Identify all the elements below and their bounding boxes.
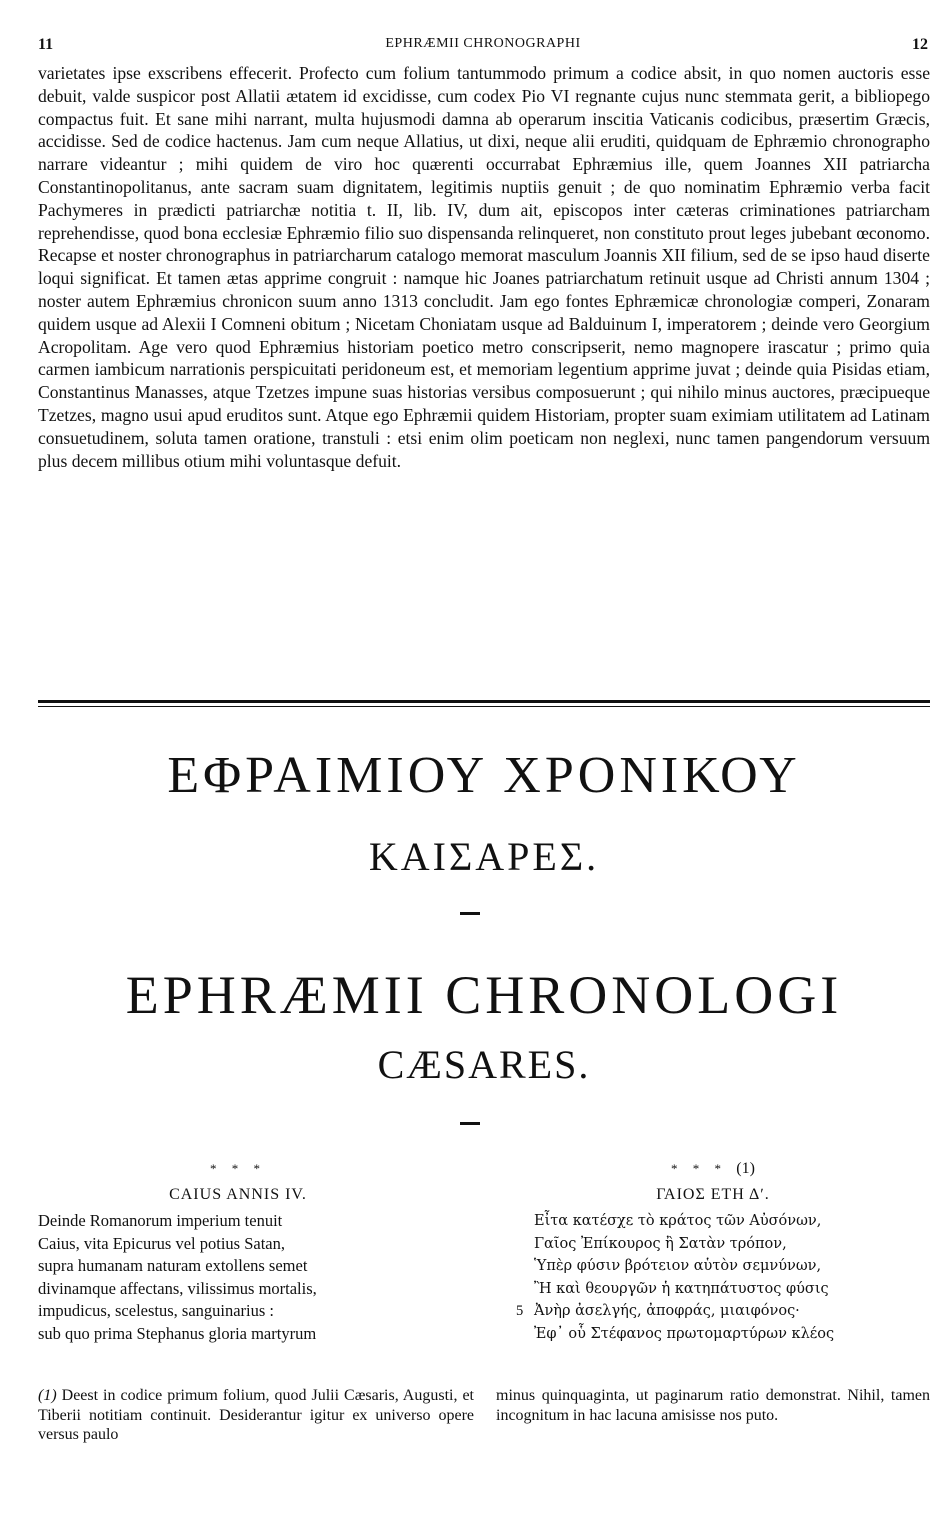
running-title: EPHRÆMII CHRONOGRAPHI (385, 36, 581, 51)
section-rule-thick (38, 700, 930, 703)
section-rule-thin (38, 706, 930, 707)
verse-line: impudicus, scelestus, sanguinarius : (38, 1301, 275, 1320)
verse-line (516, 1300, 930, 1323)
verse-line: sub quo prima Stephanus gloria martyrum (38, 1323, 317, 1343)
footnote-right: minus quinquaginta, ut paginarum ratio demonstrat. Nihil, tamen incognitum in hac lacuna amisisse nos puto. (496, 1387, 930, 1424)
verse-line: Ἢ καὶ θεουργῶν ἡ κατηπάτυστος φύσις (534, 1280, 829, 1297)
page-number-left: 11 (38, 36, 54, 53)
introduction-paragraph: varietates ipse exscribens effecerit. Profecto cum folium tantummodo primum a codice absit, in quo nomen auctoris esse debuit, valde suspicor post Allatii ætatem id excidisse, cum codex Pio VI regnante cujus nunc stemmata gerit, a bibliopego compactus fuit. Et sane mihi narrant, multa hujusmodi damna ab operarum inscitia Vaticanis codicibus, præsertim Græcis, accidisse. Sed de codice hactenus. Jam cum neque Allatius, ut dixi, neque alii eruditi, quidquam de Ephræmio chronographo narrare videantur ; mihi quidem de viro hoc quærenti occurrabat Ephræmius ille, quem Joannes XII patriarcha Constantinopolitanus, ante sacram suam dignitatem, legitimis nuptiis genuit ; de quo nominatim Ephræmio verba facit Pachymeres in prædicti patriarchæ notitia t. II, lib. IV, dum ait, episcopos inter cæteras criminationes patriarcham reprehendisse, quod bona ecclesiæ Ephræmio filio suo dispensanda relinqueret, non constituto prout leges jubebant œconomo. Recapse et noster chronographus in patriarcharum catalogo memorat masculum Joannis XII filium, sed de se ipso haud diserte loqui significat. Et tamen ætas apprime congruit : namque hic Joanes patriarchatum retinuit usque ad Christi annum 1304 ; noster autem Ephræmius chronicon suum anno 1313 concludit. Jam ego fontes Ephræmicæ chronologiæ comperi, Zonaram quidem usque ad Alexii I Comneni obitum ; Nicetam Choniatam usque ad Balduinum I, imperatorem ; deinde vero Georgium Acropolitam. Age vero quod Ephræmius historiam poetico metro conscripserit, nemo magnopere irascatur ; primo quia carmen iambicum narrationis perspicuitati peridoneum est, et memoriam legentium apprime juvat ; deinde quia Pisidas etiam, Constantinus Manasses, atque Tzetzes impune suas historias versibus composuerunt ; qui nihilo minus auctores, præcipueque Tzetzes, magno usui apud eruditos sunt. Atque ego Ephræmii quidem Historiam, propter suam eximiam utilitatem ad Latinam consuetudinem, soluta tamen oratione, transtuli : etsi enim olim poeticam non neglexi, nunc tamen pangendorum versuum plus decem millibus otium mihi voluntasque defuit. (38, 63, 930, 471)
latin-subtitle: CÆSARES. (377, 1042, 591, 1087)
verse-number: 5 (516, 1303, 524, 1319)
page-number-right: 12 (912, 36, 928, 53)
footnote-reference: (1) (736, 1160, 755, 1177)
title-divider-dash (460, 1122, 480, 1125)
verse-line: Ἐφ᾽ οὗ Στέφανος πρωτομαρτύρων κλέος (534, 1325, 835, 1342)
greek-main-title: ΕΦΡΑΙΜΙΟΥ ΧΡΟΝΙΚΟΥ (167, 747, 801, 804)
greek-section-heading: ΓΑΙΟΣ ΕΤΗ Δʹ. (656, 1186, 770, 1203)
latin-column (38, 1158, 438, 1345)
verse-line: supra humanam naturam extollens semet (38, 1256, 308, 1275)
latin-section-heading: CAIUS ANNIS IV. (169, 1186, 307, 1203)
latin-main-title: EPHRÆMII CHRONOLOGI (125, 965, 843, 1025)
greek-verses (496, 1210, 930, 1345)
footnote-mark: (1) (38, 1387, 57, 1404)
verse-line: Caius, vita Epicurus vel potius Satan, (38, 1233, 286, 1253)
asterism: * * * (210, 1161, 266, 1176)
verse-line: Γαῖος Ἐπίκουρος ἢ Σατὰν τρόπον, (534, 1235, 787, 1252)
asterism (496, 1158, 930, 1180)
greek-column (496, 1158, 930, 1345)
latin-verses (38, 1210, 438, 1345)
asterism-stars: * * * (671, 1161, 728, 1176)
verse-line: Εἶτα κατέσχε τὸ κράτος τῶν Αὐσόνων, (534, 1213, 822, 1229)
verse-line: Deinde Romanorum imperium tenuit (38, 1211, 283, 1230)
footnote-left (38, 1386, 474, 1445)
verse-line: divinamque affectans, vilissimus mortalis, (38, 1278, 317, 1298)
title-divider-dash (460, 912, 480, 915)
footnote-text: Deest in codice primum folium, quod Julii Cæsaris, Augusti, et Tiberii notitiam continuit. Desiderantur igitur ex universo opere versus paulo (38, 1387, 474, 1443)
verse-text: Ἀνὴρ ἀσελγής, ἀποφράς, μιαιφόνος· (534, 1303, 800, 1319)
verse-line: Ὑπὲρ φύσιν βρότειον αὑτὸν σεμνύνων, (534, 1258, 822, 1274)
greek-subtitle: ΚΑΙΣΑΡΕΣ. (368, 834, 600, 879)
running-head (38, 36, 928, 56)
